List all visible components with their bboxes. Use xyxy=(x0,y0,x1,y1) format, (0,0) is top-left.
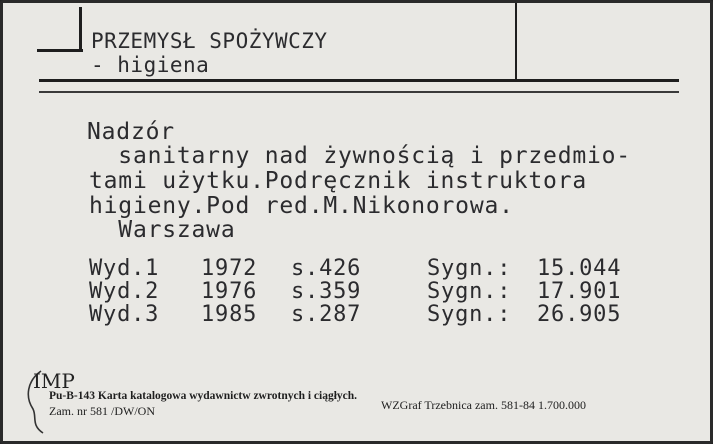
entry-line-5: Warszawa xyxy=(89,217,236,243)
header-divider xyxy=(515,3,517,81)
signature-label: Sygn.: xyxy=(427,256,512,281)
entry-line-4: higieny.Pod red.M.Nikonorowa. xyxy=(89,193,514,219)
edition-pages: s.426 xyxy=(291,256,362,281)
header-rule xyxy=(39,79,679,82)
entry-line-2: sanitarny nad żywnością i przedmio- xyxy=(89,143,631,169)
header-rule-lower xyxy=(39,91,679,93)
edition-number: Wyd.2 xyxy=(89,279,160,304)
signature-label: Sygn.: xyxy=(427,302,512,327)
edition-year: 1972 xyxy=(201,256,258,281)
imprint-code: IMP xyxy=(33,369,75,393)
subject-subheading: - higiena xyxy=(91,53,210,77)
printer-info: WZGraf Trzebnica zam. 581-84 1.700.000 xyxy=(381,398,586,412)
corner-rule-horizontal xyxy=(37,49,83,52)
entry-line-3: tami użytku.Podręcznik instruktora xyxy=(89,168,588,194)
print-form-line: Pu-B-143 Karta katalogowa wydawnictw zwrotnych i ciągłych. xyxy=(49,390,358,402)
edition-pages: s.359 xyxy=(291,279,362,304)
edition-number: Wyd.3 xyxy=(89,302,160,327)
order-number: Zam. nr 581 /DW/ON xyxy=(49,404,155,418)
edition-year: 1976 xyxy=(201,279,258,304)
entry-line-1: Nadzór xyxy=(87,119,175,145)
edition-pages: s.287 xyxy=(291,302,362,327)
signature-label: Sygn.: xyxy=(427,279,512,304)
signature-value: 26.905 xyxy=(537,302,622,327)
subject-heading: PRZEMYSŁ SPOŻYWCZY xyxy=(91,29,328,53)
signature-value: 17.901 xyxy=(537,279,622,304)
signature-value: 15.044 xyxy=(537,256,622,281)
edition-year: 1985 xyxy=(201,302,258,327)
edition-number: Wyd.1 xyxy=(89,256,160,281)
corner-rule-vertical xyxy=(79,7,82,52)
